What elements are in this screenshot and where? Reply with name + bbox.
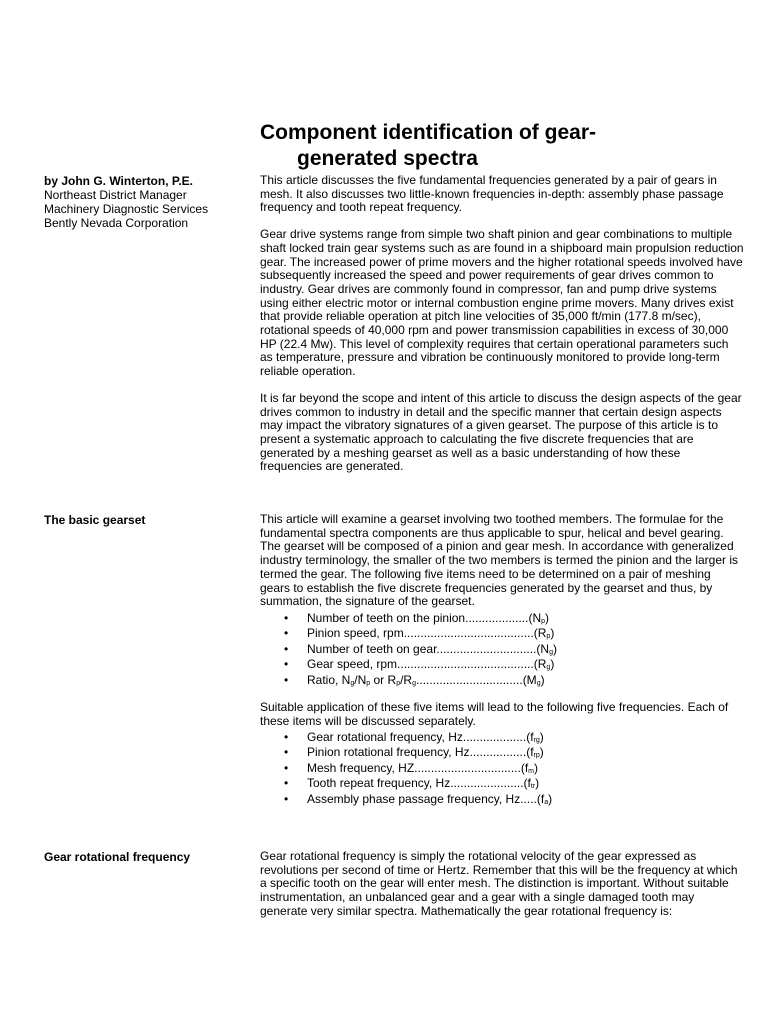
bullet-icon: • [284,745,289,760]
bullet-icon: • [284,672,289,687]
bullet-icon: • [284,729,289,744]
list-item: • Pinion rotational frequency, $Hz.................(f_{rp})$ [284,745,544,760]
list-item: • Number of teeth on the $pinion...................(N_p)$ [284,610,550,625]
list-item: • Gear rotational frequency, $Hz...................(f_{rg})$ [284,729,544,744]
list-item: • Mesh frequency, $HZ................................(f_m)$ [284,760,539,775]
intro-paragraph-2: Gear drive systems range from simple two shaft pinion and gear combinations to multiple shaft locked train gear systems such as are found in a shipboard main propulsion reduction gear. The increased power of prime movers and the higher rotational speeds involved have subsequently increased the speed and power requirements of gear drives common to industry. Gear drives are commonly found in compressor, fan and pump drive systems using either electric motor or internal combustion engine prime movers. Many drives exist that provide reliable operation at pitch line velocities of 35,000 ft/min (177.8 m/sec), rotational speeds of 40,000 rpm and power transmission capabilities in excess of 30,000 HP (22.4 Mw). This level of complexity requires that certain operational parameters such as temperature, pressure and vibration be continuously monitored to provide long-term reliable operation. [260,227,744,379]
list-item: • Pinion speed, $rpm.......................................(R_p)$ [284,626,555,641]
gear-rotational-section [260,850,744,919]
title-line-2: generated spectra [297,147,478,170]
basic-gearset-paragraph-2: Suitable application of these five items will lead to the following five frequencies. Each of these items will be discussed separately. [260,700,729,729]
intro-section [260,174,744,474]
gear-rotational-paragraph-1: Gear rotational frequency is simply the rotational velocity of the gear expressed as revolutions per second of time or Hertz. Remember that this will be the frequency at which a specific tooth on the gear will enter mesh. The distinction is important. Without suitable instrumentation, an unbalanced gear and a gear with a single damaged tooth may generate very similar spectra. Mathematically the gear rotational frequency is: [260,849,738,918]
bullet-icon: • [284,760,289,775]
bullet-icon: • [284,626,289,641]
author-department: Machinery Diagnostic Services [44,202,209,216]
gearset-items-list [260,611,744,689]
bullet-icon: • [284,791,289,806]
author-name: by John G. Winterton, P.E. [44,174,194,188]
intro-paragraph-3: It is far beyond the scope and intent of this article to discuss the design aspects of the gear drives common to industry in detail and the specific manner that certain design aspects may impact the vibratory signatures of a given gearset. The purpose of this article is to present a systematic approach to calculating the five discrete frequencies that are generated by a meshing gearset as well as a basic understanding of how these frequencies are generated. [260,390,742,474]
basic-gearset-section [260,513,744,807]
bullet-icon: • [284,776,289,791]
basic-gearset-paragraph-1: This article will examine a gearset involving two toothed members. The formulae for the fundamental spectra components are thus applicable to spur, helical and bevel gearing. The gearset will be composed of a pinion and gear mesh. In accordance with generalized industry terminology, the smaller of the two members is termed the pinion and the larger is termed the gear. The following five items need to be determined on a pair of meshing gears to establish the five discrete frequencies generated by the gearset and thus, by summation, the signature of the gearset. [260,512,738,609]
intro-paragraph-1: This article discusses the five fundamental frequencies generated by a pair of gears in mesh. It also discusses two little-known frequencies in-depth: assembly phase passage frequency and tooth repeat frequency. [260,173,724,215]
list-item: • Ratio, $N_g/N_p$ or $R_p/R_g................................(M_g)$ [284,672,545,687]
list-item: • Gear speed, $rpm.........................................(R_g)$ [284,657,555,672]
section-heading-gear-rotational-frequency: Gear rotational frequency [44,850,191,864]
title-line-1: Component identification of gear- [260,121,596,144]
author-title: Northeast District Manager [44,188,187,202]
bullet-icon: • [284,610,289,625]
list-item: • Tooth repeat frequency, $Hz......................(f_{tr})$ [284,776,540,791]
bullet-icon: • [284,657,289,672]
list-item: • Assembly phase passage frequency, $Hz.....(f_a)$ [284,791,553,806]
author-block [44,174,244,230]
frequencies-list [260,730,744,808]
author-company: Bently Nevada Corporation [44,216,189,230]
list-item: • Number of teeth on $gear..............................(N_g)$ [284,641,558,656]
section-heading-basic-gearset: The basic gearset [44,513,146,527]
bullet-icon: • [284,641,289,656]
article-title [260,120,740,172]
